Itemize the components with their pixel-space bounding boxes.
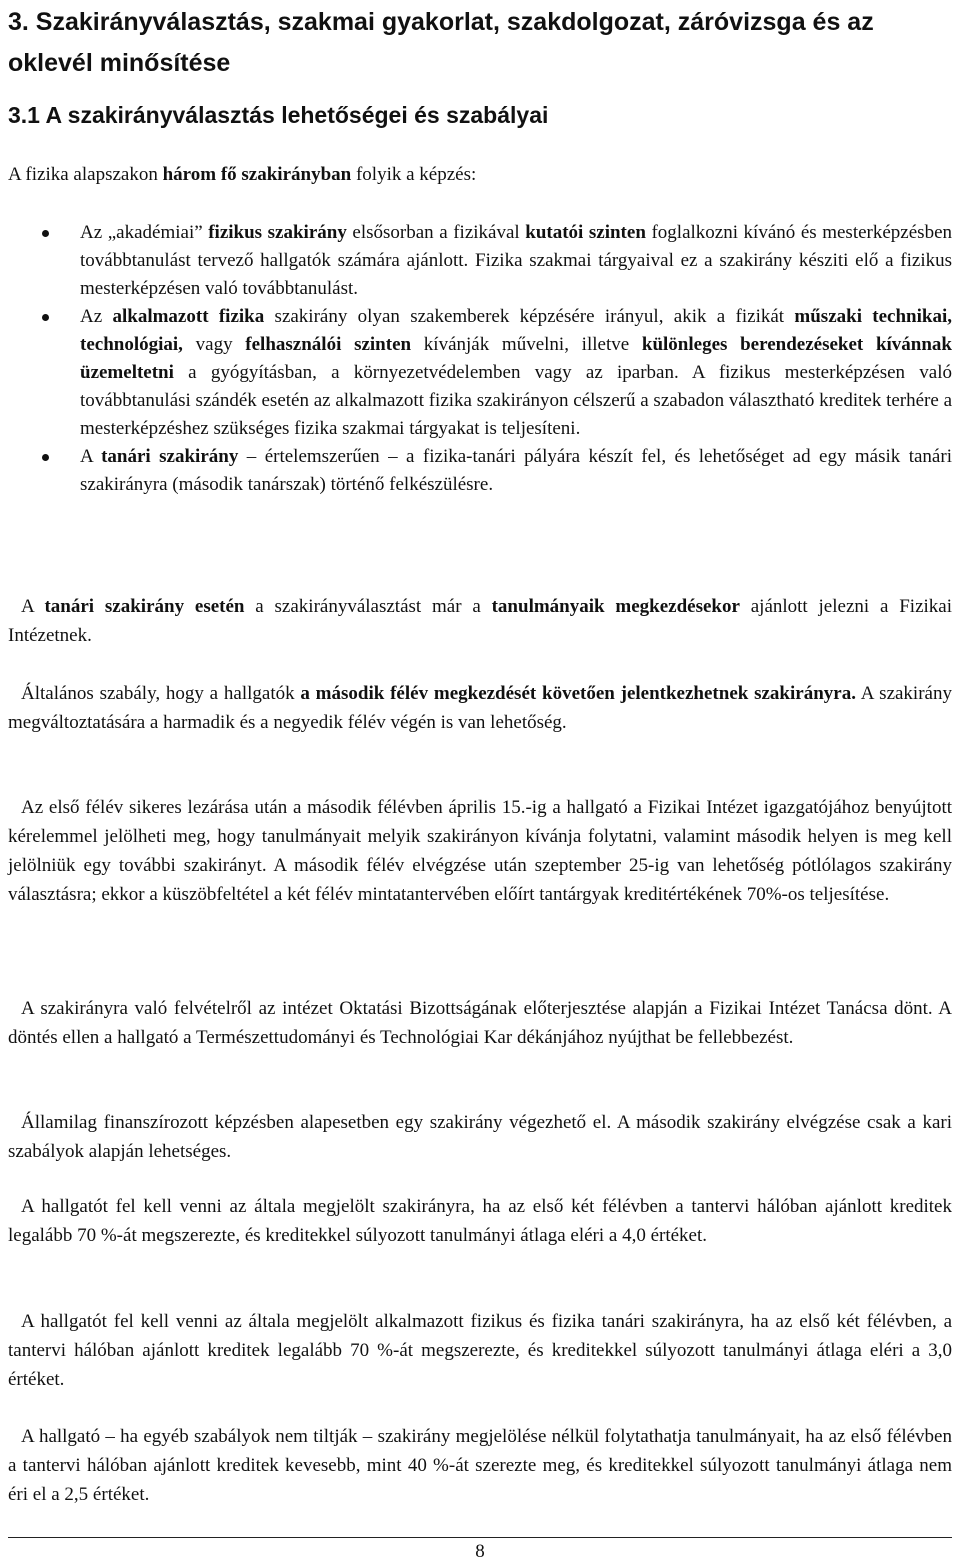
bullet-icon xyxy=(42,314,49,321)
list-item-text: Az „akadémiai” xyxy=(80,222,209,243)
list-item-bold: tanári szakirány xyxy=(101,446,239,467)
paragraph-admission-30: A hallgatót fel kell venni az általa megjelölt alkalmazott fizikus és fizika tanári szakirányra, ha az első két félévben, a tantervi hálóban ajánlott kreditek legalább 70 %-át megszerezte, és kreditekkel súlyozott tanulmányi átlaga eléri a 3,0 értéket. xyxy=(8,1311,952,1390)
list-item-text: kívánják művelni, illetve xyxy=(411,334,642,355)
intro-text xyxy=(8,161,476,189)
list-item-bold: fizikus szakirány xyxy=(208,222,347,243)
list-item-text: foglalkozni kívánó és mesterképzésben továbbtanulást tervező hallgatók számára ajánlott. Fizika szakmai tárgyaival ez a szakirány késziti elő a fizikus mesterképzésen való továbbtanulást. xyxy=(80,222,952,299)
paragraph-teacher-track xyxy=(8,592,952,650)
paragraph-text: a szakirányválasztást már a xyxy=(244,596,492,617)
list-item-text: Az xyxy=(80,306,113,327)
paragraph-text: Általános szabály, hogy a hallgatók xyxy=(21,683,301,704)
intro-text-bold: három fő szakirányban xyxy=(162,164,352,185)
track-list xyxy=(0,219,960,499)
paragraph-admission-decision: A szakirányra való felvételről az intézet Oktatási Bizottságának előterjesztése alapján a Fizikai Intézet Tanácsa dönt. A döntés ellen a hallgató a Természettudományi és Technológiai Kar dékánjához nyújthat be fellebbezést. xyxy=(8,998,952,1048)
paragraph-bold: tanulmányaik megkezdésekor xyxy=(491,596,740,617)
list-item-bold: kutatói szinten xyxy=(525,222,646,243)
paragraph-bold: a második félév megkezdését követően jelentkezhetnek szakirányra. xyxy=(300,683,856,704)
chapter-title: 3. Szakirányválasztás, szakmai gyakorlat, szakdolgozat, záróvizsga és az oklevél minősítése xyxy=(8,8,874,77)
paragraph-text: A xyxy=(21,596,45,617)
paragraph-text: ajánlott jelezni a Fizikai Intézetnek. xyxy=(8,596,952,646)
list-item-bold: alkalmazott fizika xyxy=(112,306,265,327)
list-item-physicist-track xyxy=(0,219,960,303)
paragraph-general-rule xyxy=(8,679,952,737)
paragraph-application-deadline: Az első félév sikeres lezárása után a második félévben április 15.-ig a hallgató a Fizikai Intézet igazgatójához benyújtott kérelemmel jelölheti meg, hogy tanulmányait melyik szakirányon kívánja folytatni, valamint második helyen is meg kell jelölniük egy további szakirányt. A második félév elvégzése után szeptember 25-ig van lehetőség pótlólagos szakirány választásra; ekkor a küszöbfeltétel a két félév mintatantervében előírt tantárgyak kreditértékének 70%-os teljesítése. xyxy=(8,797,952,905)
list-item-teacher-track xyxy=(0,443,960,499)
list-item-text: vagy xyxy=(182,334,246,355)
bullet-icon xyxy=(42,454,49,461)
bullet-icon xyxy=(42,230,49,237)
list-item-text: – értelemszerűen – a fizika-tanári pályára készít fel, és lehetőséget ad egy másik tanári szakirányra (második tanárszak) történő felkészülésre. xyxy=(80,446,952,495)
list-item-bold: különleges berendezéseket kívánnak üzemeltetni xyxy=(80,334,952,383)
paragraph-admission-40: A hallgatót fel kell venni az általa megjelölt szakirányra, ha az első két félévben a tantervi hálóban ajánlott kreditek legalább 70 %-át megszerezte, és kreditekkel súlyozott tanulmányi átlaga eléri a 4,0 értéket. xyxy=(8,1196,952,1246)
paragraph-text: A szakirány megváltoztatására a harmadik és a negyedik félév végén is van lehetőség. xyxy=(8,683,952,733)
paragraph-no-track: A hallgató – ha egyéb szabályok nem tiltják – szakirány megjelölése nélkül folytathatja tanulmányait, ha az első félévben a tantervi hálóban ajánlott kreditek kevesebb, mint 40 %-át szerezte meg, és kreditekkel súlyozott tanulmányi átlaga nem éri el a 2,5 értéket. xyxy=(8,1426,952,1505)
list-item-bold: felhasználói szinten xyxy=(245,334,412,355)
page-number: 8 xyxy=(475,1541,485,1562)
list-item-text: szakirány olyan szakemberek képzésére irányul, akik a fizikát xyxy=(264,306,795,327)
list-item-text: a gyógyításban, a környezetvédelemben vagy az iparban. A fizikus mesterképzésen való továbbtanulási szándék esetén az alkalmazott fizika szakirányon célszerű a szabadon választható kreditek terhére a mesterképzéshez szükséges fizika szakmai tárgyakat is teljesíteni. xyxy=(80,362,953,439)
list-item-text: elsősorban a fizikával xyxy=(346,222,526,243)
section-title: 3.1 A szakirányválasztás lehetőségei és szabályai xyxy=(8,102,549,128)
list-item-text: A xyxy=(80,446,102,467)
list-item-applied-physics-track xyxy=(0,303,960,443)
paragraph-bold: tanári szakirány esetén xyxy=(44,596,245,617)
intro-text-part: folyik a képzés: xyxy=(351,164,477,185)
list-item-bold: műszaki technikai, technológiai, xyxy=(80,306,952,355)
paragraph-state-funded: Államilag finanszírozott képzésben alapesetben egy szakirány végezhető el. A második szakirány elvégzése csak a kari szabályok alapján lehetséges. xyxy=(8,1112,952,1162)
footer-divider xyxy=(8,1537,952,1538)
intro-text-part: A fizika alapszakon xyxy=(8,164,163,185)
